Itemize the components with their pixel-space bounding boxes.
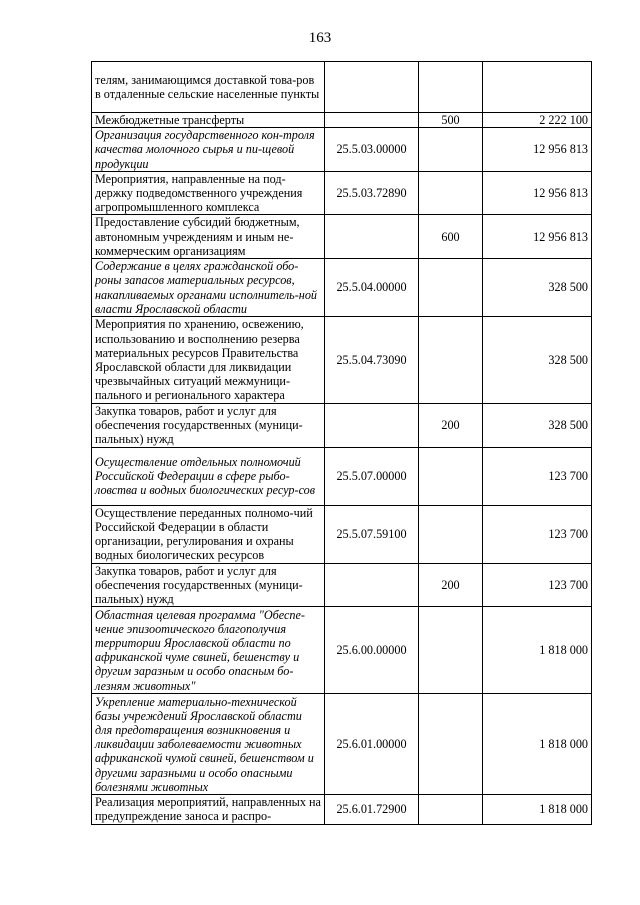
- row-code-cell: [325, 62, 419, 113]
- row-amount-cell: 2 222 100: [483, 113, 592, 128]
- row-name-cell: Осуществление переданных полномо-чий Российской Федерации в области организации, регулирования и охраны водных биологических ресурсов: [92, 505, 325, 563]
- row-expense-type-cell: [419, 171, 483, 215]
- page-number: 163: [308, 30, 332, 46]
- table-row: [92, 404, 592, 448]
- row-expense-type-cell: [419, 259, 483, 317]
- row-name-cell: телям, занимающимся доставкой това-ров в отдаленные сельские населенные пункты: [92, 62, 325, 113]
- row-expense-type-cell: [419, 795, 483, 824]
- row-amount-cell: 123 700: [483, 563, 592, 607]
- row-expense-type-cell: [419, 447, 483, 505]
- row-name-cell: Мероприятия, направленные на под-держку подведомственного учреждения агропромышленного комплекса: [92, 171, 325, 215]
- row-name-cell: Закупка товаров, работ и услуг для обеспечения государственных (муници-пальных) нужд: [92, 563, 325, 607]
- row-amount-cell: 1 818 000: [483, 607, 592, 694]
- row-amount-cell: 123 700: [483, 505, 592, 563]
- row-amount-cell: [483, 62, 592, 113]
- table-row: [92, 563, 592, 607]
- row-code-cell: 25.5.03.72890: [325, 171, 419, 215]
- table-row: [92, 795, 592, 824]
- row-name-cell: Осуществление отдельных полномочий Российской Федерации в сфере рыбо-ловства и водных биологических ресур-сов: [92, 447, 325, 505]
- row-code-cell: 25.6.01.72900: [325, 795, 419, 824]
- row-name-cell: Организация государственного кон-троля качества молочного сырья и пи-щевой продукции: [92, 128, 325, 172]
- table-row: [92, 694, 592, 795]
- row-code-cell: [325, 113, 419, 128]
- row-amount-cell: 328 500: [483, 404, 592, 448]
- row-expense-type-cell: [419, 505, 483, 563]
- row-expense-type-cell: 200: [419, 404, 483, 448]
- table-row: [92, 215, 592, 259]
- row-expense-type-cell: [419, 62, 483, 113]
- row-code-cell: [325, 215, 419, 259]
- table-row: [92, 171, 592, 215]
- row-amount-cell: 1 818 000: [483, 694, 592, 795]
- row-name-cell: Закупка товаров, работ и услуг для обеспечения государственных (муници-пальных) нужд: [92, 404, 325, 448]
- row-expense-type-cell: [419, 607, 483, 694]
- row-expense-type-cell: [419, 694, 483, 795]
- row-code-cell: 25.5.07.00000: [325, 447, 419, 505]
- row-expense-type-cell: [419, 128, 483, 172]
- table-row: [92, 128, 592, 172]
- row-amount-cell: 1 818 000: [483, 795, 592, 824]
- table-row: [92, 113, 592, 128]
- row-name-cell: Областная целевая программа "Обеспе-чение эпизоотического благополучия территории Ярославской области по африканской чуме свиней, бешенству и другим заразным и особо опасным бо-лезням животных": [92, 607, 325, 694]
- row-expense-type-cell: 200: [419, 563, 483, 607]
- table-body: [92, 62, 592, 825]
- row-code-cell: 25.5.04.00000: [325, 259, 419, 317]
- row-code-cell: 25.5.07.59100: [325, 505, 419, 563]
- row-code-cell: 25.5.03.00000: [325, 128, 419, 172]
- table-row: [92, 259, 592, 317]
- row-expense-type-cell: 600: [419, 215, 483, 259]
- row-name-cell: Укрепление материально-технической базы учреждений Ярославской области для предотвращения возникновения и ликвидации заболеваемости животных африканской чумой свиней, бешенством и другими заразными и особо опасными болезнями животных: [92, 694, 325, 795]
- table-row: [92, 505, 592, 563]
- table-row: [92, 62, 592, 113]
- row-name-cell: Мероприятия по хранению, освежению, использованию и восполнению резерва материальных ресурсов Правительства Ярославской области для ликвидации чрезвычайных ситуаций межмуници-пального и регионального характера: [92, 317, 325, 404]
- row-amount-cell: 123 700: [483, 447, 592, 505]
- row-code-cell: [325, 563, 419, 607]
- table-row: [92, 607, 592, 694]
- budget-table: [91, 61, 592, 825]
- row-code-cell: 25.6.00.00000: [325, 607, 419, 694]
- row-name-cell: Содержание в целях гражданской обо-роны запасов материальных ресурсов, накапливаемых органами исполнитель-ной власти Ярославской области: [92, 259, 325, 317]
- row-amount-cell: 12 956 813: [483, 171, 592, 215]
- table-row: [92, 317, 592, 404]
- table-row: [92, 447, 592, 505]
- row-name-cell: Предоставление субсидий бюджетным, автономным учреждениям и иным не-коммерческим организациям: [92, 215, 325, 259]
- row-expense-type-cell: [419, 317, 483, 404]
- row-amount-cell: 12 956 813: [483, 215, 592, 259]
- row-amount-cell: 328 500: [483, 317, 592, 404]
- row-code-cell: [325, 404, 419, 448]
- row-code-cell: 25.5.04.73090: [325, 317, 419, 404]
- row-amount-cell: 12 956 813: [483, 128, 592, 172]
- row-expense-type-cell: 500: [419, 113, 483, 128]
- row-code-cell: 25.6.01.00000: [325, 694, 419, 795]
- row-name-cell: Межбюджетные трансферты: [92, 113, 325, 128]
- row-amount-cell: 328 500: [483, 259, 592, 317]
- row-name-cell: Реализация мероприятий, направленных на предупреждение заноса и распро-: [92, 795, 325, 824]
